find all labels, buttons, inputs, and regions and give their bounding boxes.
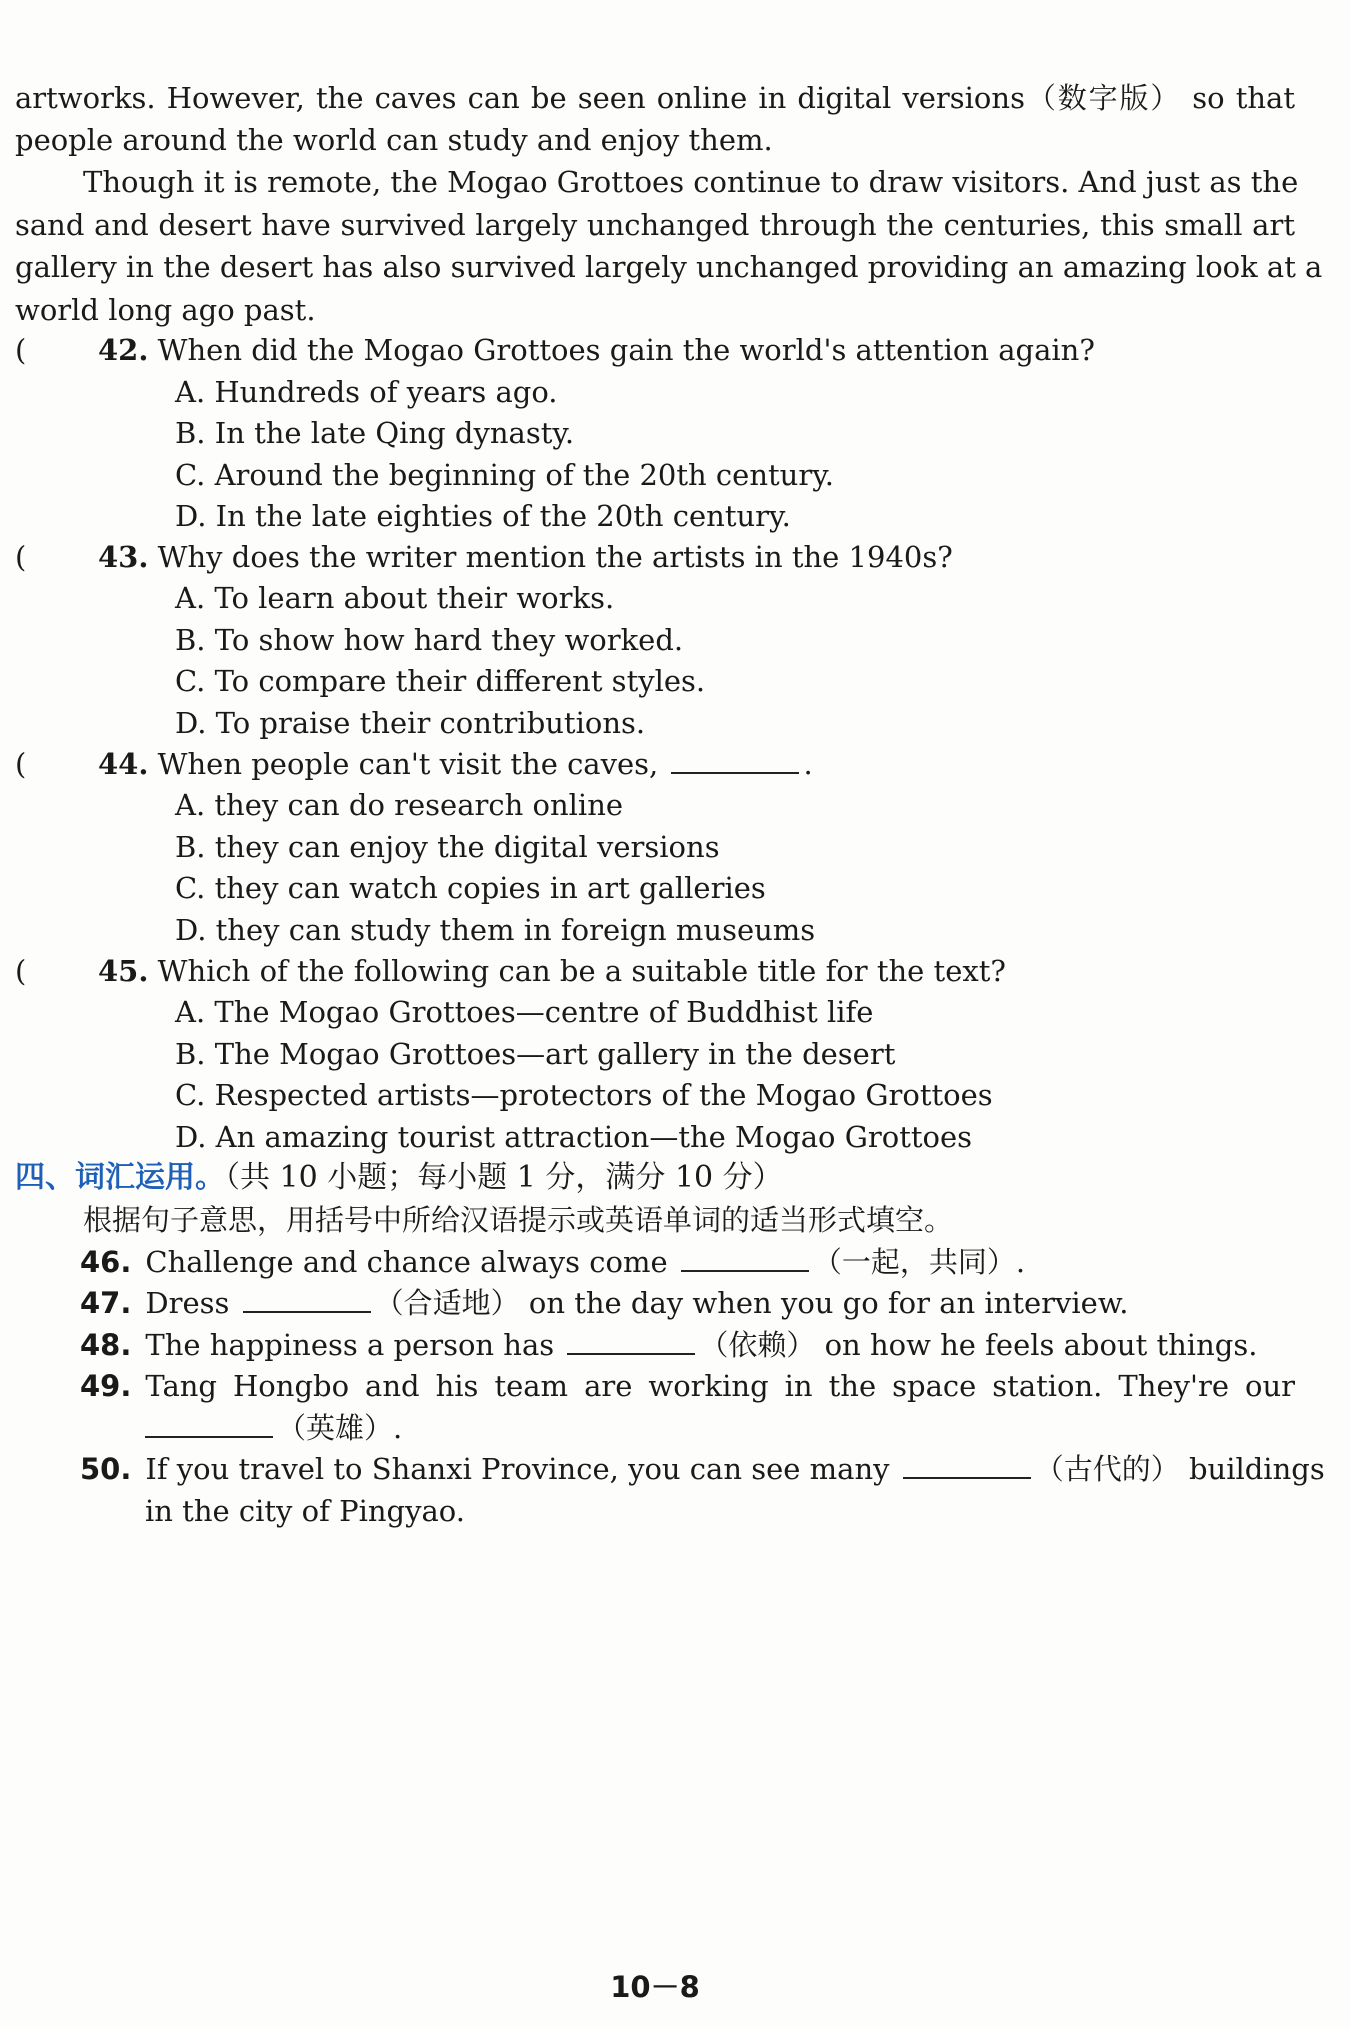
item-number: 46. [80,1245,132,1279]
question-text: When people can't visit the caves, [157,747,659,781]
question-43 [98,537,953,577]
option-44a: A. they can do research online [175,788,624,822]
passage-line-2: people around the world can study and enjoy them. [15,123,773,157]
option-44d: D. they can study them in foreign museums [175,913,816,947]
item-text: The happiness a person has [145,1328,555,1362]
answer-paren-43[interactable]: ( [15,540,27,574]
passage-line-1: artworks. However, the caves can be seen online in digital versions（数字版） so that [15,81,1295,115]
item-hint: （英雄）. [277,1411,403,1445]
question-number: 45. [98,954,149,988]
answer-blank-49[interactable] [145,1410,273,1438]
question-number: 43. [98,540,149,574]
item-text: Dress [145,1286,230,1320]
question-45 [98,951,1006,991]
answer-blank-47[interactable] [243,1285,371,1313]
option-42d: D. In the late eighties of the 20th century. [175,499,791,533]
option-43d: D. To praise their contributions. [175,706,646,740]
answer-blank-48[interactable] [567,1327,695,1355]
passage-line-4: sand and desert have survived largely unchanged through the centuries, this small art [15,208,1295,242]
option-42b: B. In the late Qing dynasty. [175,416,575,450]
answer-paren-42[interactable]: ( [15,333,27,367]
item-text: If you travel to Shanxi Province, you can see many [145,1452,890,1486]
fill-item-47 [80,1283,1295,1323]
passage-line-6: world long ago past. [15,293,316,327]
item-number: 47. [80,1286,132,1320]
option-45b: B. The Mogao Grottoes—art gallery in the desert [175,1037,896,1071]
fill-item-46 [80,1242,1295,1282]
item-number: 50. [80,1452,132,1486]
fill-item-50-cont: in the city of Pingyao. [145,1494,465,1528]
question-text: Which of the following can be a suitable title for the text? [157,954,1006,988]
fill-item-48 [80,1325,1295,1365]
item-hint: （古代的） buildings [1034,1452,1325,1486]
option-42a: A. Hundreds of years ago. [175,375,558,409]
option-45c: C. Respected artists—protectors of the Mogao Grottoes [175,1078,993,1112]
option-44c: C. they can watch copies in art galleries [175,871,766,905]
item-text: Challenge and chance always come [145,1245,668,1279]
option-43c: C. To compare their different styles. [175,664,706,698]
item-number: 49. [80,1369,132,1403]
section-title [15,1158,783,1198]
question-44 [98,744,813,784]
section-instruction: 根据句子意思，用括号中所给汉语提示或英语单词的适当形式填空。 [83,1203,954,1237]
question-text: When did the Mogao Grottoes gain the world's attention again? [157,333,1095,367]
question-text: Why does the writer mention the artists in the 1940s? [157,540,953,574]
answer-blank-50[interactable] [903,1451,1031,1479]
answer-blank-44[interactable] [671,746,799,774]
option-45d: D. An amazing tourist attraction—the Mogao Grottoes [175,1120,973,1154]
answer-blank-46[interactable] [681,1244,809,1272]
passage-line-3: Though it is remote, the Mogao Grottoes continue to draw visitors. And just as the [83,165,1299,199]
item-hint: （依赖） on how he feels about things. [699,1328,1258,1362]
page-number: 10－8 [610,1970,700,2004]
question-number: 44. [98,747,149,781]
fill-item-50 [80,1449,1325,1489]
fill-item-49-cont [145,1408,402,1448]
section-heading: 四、词汇运用。 [15,1160,225,1195]
question-end: . [803,747,813,781]
option-44b: B. they can enjoy the digital versions [175,830,720,864]
item-hint: （合适地） on the day when you go for an interview. [374,1286,1129,1320]
answer-paren-44[interactable]: ( [15,747,27,781]
question-number: 42. [98,333,149,367]
item-hint: （一起，共同）. [812,1245,1026,1279]
question-42 [98,330,1095,370]
fill-item-49 [80,1366,1295,1406]
item-number: 48. [80,1328,132,1362]
option-45a: A. The Mogao Grottoes—centre of Buddhist life [175,995,874,1029]
option-43b: B. To show how hard they worked. [175,623,684,657]
answer-paren-45[interactable]: ( [15,954,27,988]
section-scoring: （共 10 小题；每小题 1 分，满分 10 分） [225,1160,783,1195]
item-text: Tang Hongbo and his team are working in the space station. They're our [145,1369,1295,1403]
option-43a: A. To learn about their works. [175,581,615,615]
passage-line-5: gallery in the desert has also survived largely unchanged providing an amazing look at a [15,250,1323,284]
option-42c: C. Around the beginning of the 20th century. [175,458,834,492]
